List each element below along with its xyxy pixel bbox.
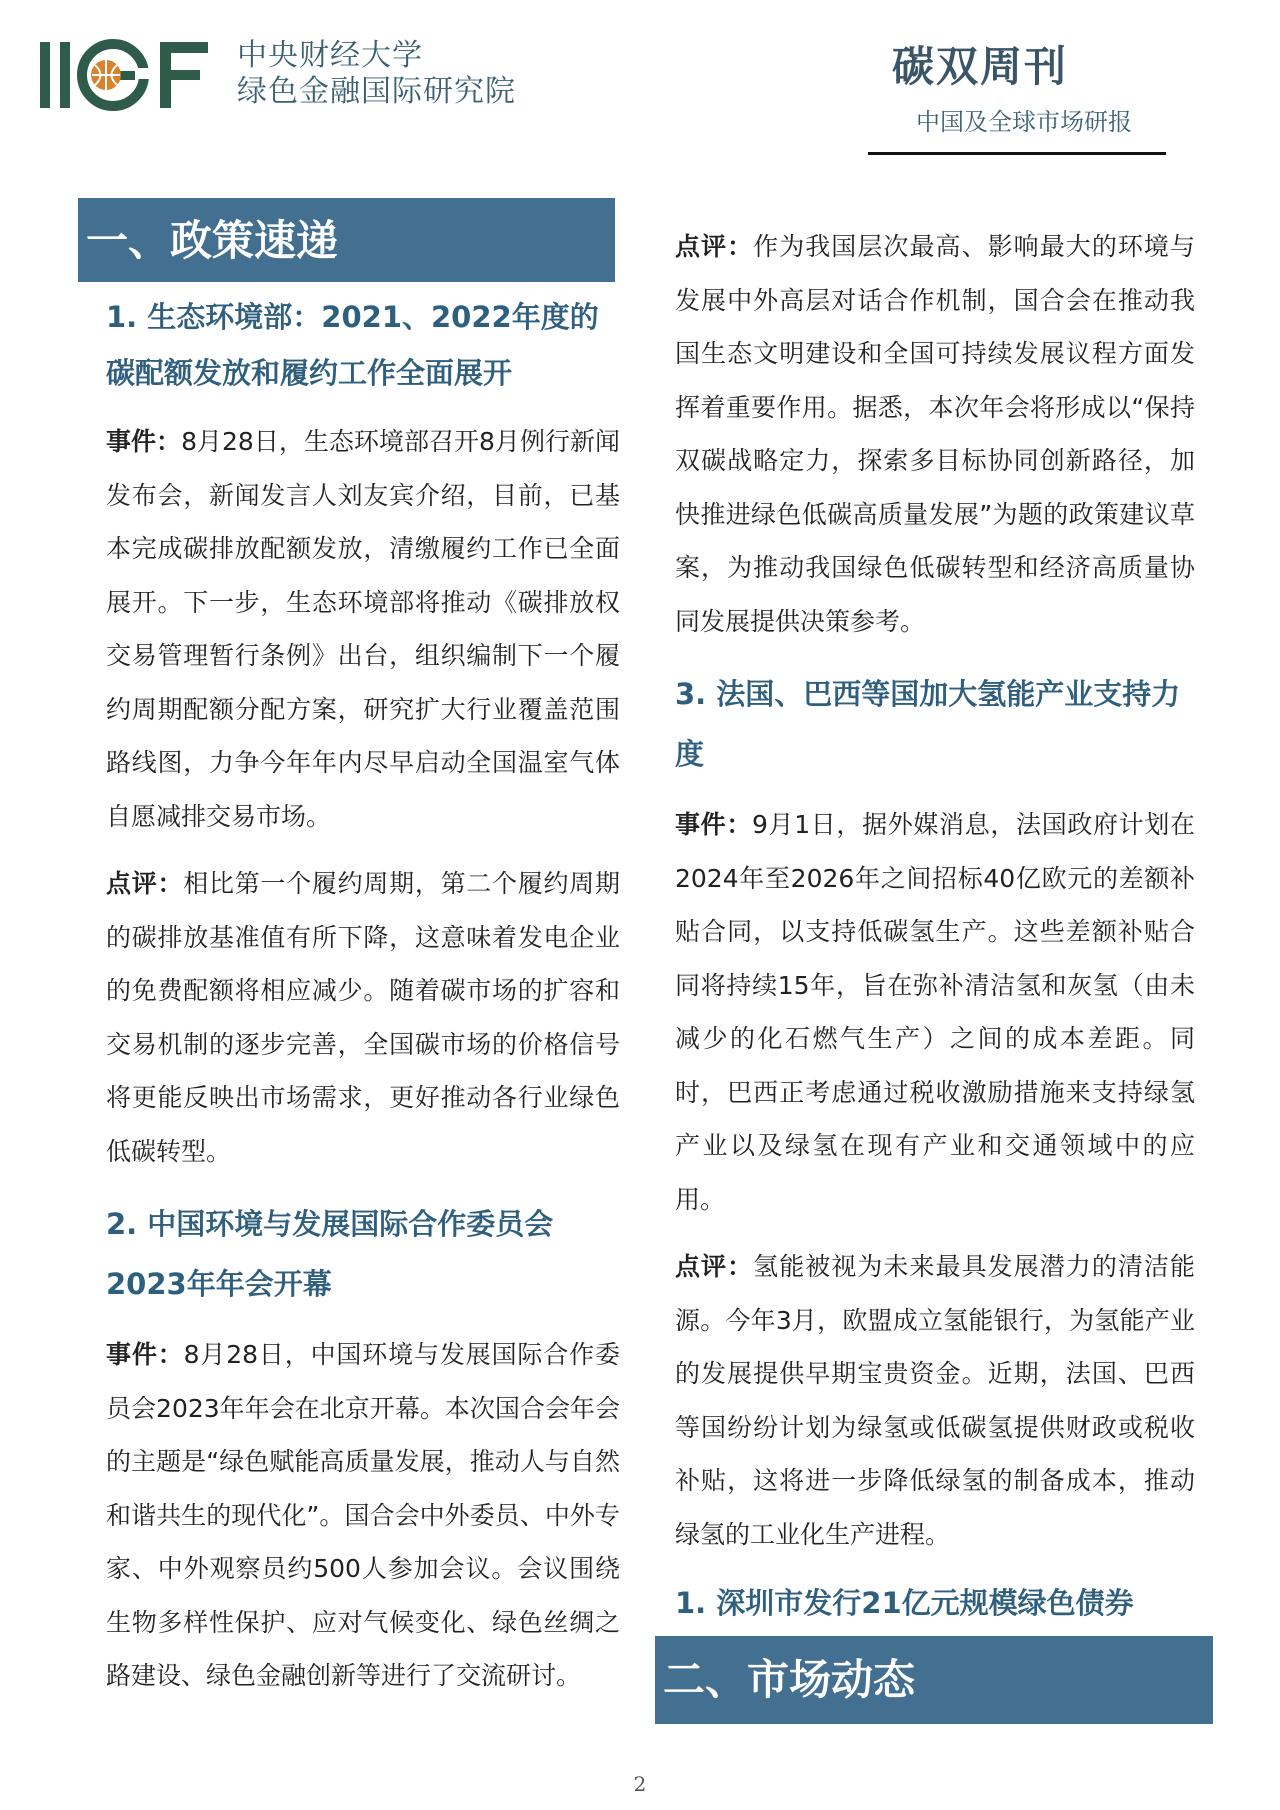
comment-label: 点评： <box>675 1252 754 1281</box>
article-2-comment-text: 作为我国层次最高、影响最大的环境与发展中外高层对话合作机制，国合会在推动我国生态文明建设和全国可持续发展议程方面发挥着重要作用。据悉，本次年会将形成以“保持双碳战略定力，探索多目标协同创新路径，加快推进绿色低碳高质量发展”为题的政策建议草案，为推动我国绿色低碳转型和经济高质量协同发展提供决策参考。 <box>675 232 1195 636</box>
article-2-comment <box>675 220 1195 648</box>
article-3-comment <box>675 1240 1195 1561</box>
article-1-event-text: 8月28日，生态环境部召开8月例行新闻发布会，新闻发言人刘友宾介绍，目前，已基本完成碳排放配额发放，清缴履约工作已全面展开。下一步，生态环境部将推动《碳排放权交易管理暂行条例》出台，组织编制下一个履约周期配额分配方案，研究扩大行业覆盖范围路线图，力争今年年内尽早启动全国温室气体自愿减排交易市场。 <box>106 427 620 831</box>
org-name <box>237 38 516 110</box>
article-3-event <box>675 798 1195 1226</box>
event-label: 事件： <box>106 427 182 456</box>
section-banner-policy: 一、政策速递 <box>78 198 615 282</box>
comment-label: 点评： <box>675 232 754 261</box>
article-1-title: 1. 生态环境部：2021、2022年度的碳配额发放和履约工作全面展开 <box>106 300 599 390</box>
org-name-line2: 绿色金融国际研究院 <box>237 74 516 109</box>
section-banner-market: 二、市场动态 <box>655 1636 1213 1724</box>
comment-label: 点评： <box>106 869 184 898</box>
article-3-comment-text: 氢能被视为未来最具发展潜力的清洁能源。今年3月，欧盟成立氢能银行，为氢能产业的发展提供早期宝贵资金。近期，法国、巴西等国纷纷计划为绿氢或低碳氢提供财政或税收补贴，这将进一步降低绿氢的制备成本，推动绿氢的工业化生产进程。 <box>675 1252 1195 1549</box>
article-1-comment-text: 相比第一个履约周期，第二个履约周期的碳排放基准值有所下降，这意味着发电企业的免费配额将相应减少。随着碳市场的扩容和交易机制的逐步完善，全国碳市场的价格信号将更能反映出市场需求，更好推动各行业绿色低碳转型。 <box>106 869 620 1166</box>
header-divider <box>868 152 1166 155</box>
article-2-title: 2. 中国环境与发展国际合作委员会2023年年会开幕 <box>106 1207 554 1301</box>
publication-title: 碳双周刊 <box>891 42 1068 91</box>
market-article-1-title: 1. 深圳市发行21亿元规模绿色债券 <box>675 1586 1134 1620</box>
article-3-title: 3. 法国、巴西等国加大氢能产业支持力度 <box>675 677 1181 771</box>
event-label: 事件： <box>106 1340 184 1369</box>
article-1-event <box>106 415 620 843</box>
publication-subtitle: 中国及全球市场研报 <box>916 108 1132 136</box>
org-name-line1: 中央财经大学 <box>237 38 423 73</box>
page-number: 2 <box>633 1772 647 1796</box>
article-2-event-text: 8月28日，中国环境与发展国际合作委员会2023年年会在北京开幕。本次国合会年会的主题是“绿色赋能高质量发展，推动人与自然和谐共生的现代化”。国合会中外委员、中外专家、中外观察员约500人参加会议。会议围绕生物多样性保护、应对气候变化、绿色丝绸之路建设、绿色金融创新等进行了交流研讨。 <box>106 1340 620 1690</box>
article-3-event-text: 9月1日，据外媒消息，法国政府计划在2024年至2026年之间招标40亿欧元的差额补贴合同，以支持低碳氢生产。这些差额补贴合同将持续15年，旨在弥补清洁氢和灰氢（由未减少的化石燃气生产）之间的成本差距。同时，巴西正考虑通过税收激励措施来支持绿氢产业以及绿氢在现有产业和交通领域中的应用。 <box>675 810 1195 1214</box>
event-label: 事件： <box>675 810 752 839</box>
left-column <box>106 289 620 1703</box>
article-2-event <box>106 1328 620 1703</box>
right-column <box>675 220 1195 1631</box>
article-1-comment <box>106 857 620 1178</box>
iigf-logo <box>40 38 215 113</box>
